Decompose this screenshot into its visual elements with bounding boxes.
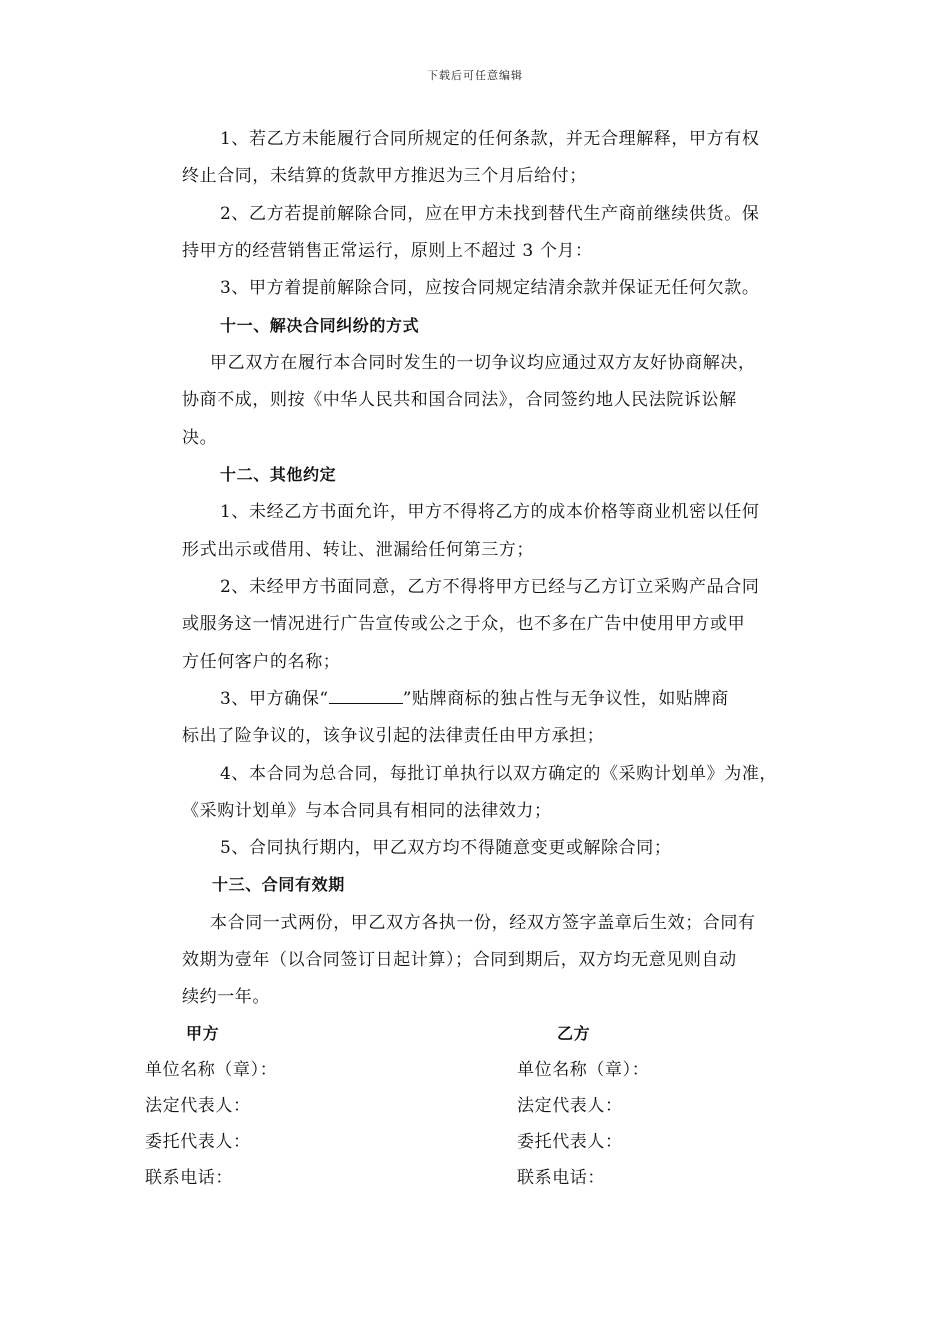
clause-10-item-1-line-2: 终止合同，未结算的货款甲方推迟为三个月后给付； <box>182 166 587 186</box>
party-b-title: 乙方 <box>557 1024 591 1043</box>
party-a-authorized-rep-field: 委托代表人： <box>145 1132 251 1152</box>
section-12-item-2-line-2: 或服务这一情况进行广告宣传或公之于众，也不多在广告中使用甲方或甲 <box>182 614 746 634</box>
clause-10-item-2-line-2: 持甲方的经营销售正常运行，原则上不超过 3 个月： <box>182 241 593 261</box>
party-b-authorized-rep-field: 委托代表人： <box>517 1132 623 1152</box>
section-12-item-2-line-3: 方任何客户的名称； <box>182 652 341 672</box>
section-12-item-4-line-1: 4、本合同为总合同，每批订单执行以双方确定的《采购计划单》为准， <box>220 764 778 784</box>
section-11-title: 十一、解决合同纠纷的方式 <box>220 316 420 335</box>
section-12-item-3-line-2: 标出了险争议的，该争议引起的法律责任由甲方承担； <box>182 726 605 746</box>
section-11-line-2: 协商不成，则按《中华人民共和国合同法》，合同签约地人民法院诉讼解 <box>182 390 737 410</box>
section-12-item-2-line-1: 2、未经甲方书面同意，乙方不得将甲方已经与乙方订立采购产品合同 <box>220 577 760 597</box>
section-12-title: 十二、其他约定 <box>220 465 337 484</box>
section-11-line-1: 甲乙双方在履行本合同时发生的一切争议均应通过双方友好协商解决， <box>210 353 756 373</box>
trademark-blank-line <box>329 689 403 704</box>
item-3-text-before-blank: 3、甲方确保“ <box>220 689 329 709</box>
clause-10-item-2-line-1: 2、乙方若提前解除合同，应在甲方未找到替代生产商前继续供货。保 <box>220 204 760 224</box>
party-b-phone-field: 联系电话： <box>517 1168 605 1188</box>
section-11-line-3: 决。 <box>182 428 218 448</box>
item-3-text-after-blank: ”贴牌商标的独占性与无争议性，如贴牌商 <box>402 689 729 709</box>
party-a-legal-rep-field: 法定代表人： <box>145 1096 251 1116</box>
section-13-line-2: 效期为壹年（以合同签订日起计算）；合同到期后，双方均无意见则自动 <box>182 950 737 970</box>
section-12-item-1-line-2: 形式出示或借用、转让、泄漏给任何第三方； <box>182 540 534 560</box>
section-13-line-3: 续约一年。 <box>182 987 270 1007</box>
party-b-company-name-field: 单位名称（章）： <box>517 1060 650 1080</box>
section-12-item-5: 5、合同执行期内，甲乙双方均不得随意变更或解除合同； <box>220 838 672 858</box>
party-a-title: 甲方 <box>186 1024 220 1043</box>
clause-10-item-1-line-1: 1、若乙方未能履行合同所规定的任何条款，并无合理解释，甲方有权 <box>220 129 760 149</box>
party-a-company-name-field: 单位名称（章）： <box>145 1060 278 1080</box>
section-12-item-3-line-1 <box>220 687 729 711</box>
page-header-note: 下载后可任意编辑 <box>427 69 523 82</box>
clause-10-item-3: 3、甲方着提前解除合同，应按合同规定结清余款并保证无任何欠款。 <box>220 278 760 298</box>
party-b-legal-rep-field: 法定代表人： <box>517 1096 623 1116</box>
section-12-item-4-line-2: 《采购计划单》与本合同具有相同的法律效力； <box>182 801 552 821</box>
section-12-item-1-line-1: 1、未经乙方书面允许，甲方不得将乙方的成本价格等商业机密以任何 <box>220 502 760 522</box>
section-13-line-1: 本合同一式两份，甲乙双方各执一份，经双方签字盖章后生效；合同有 <box>210 913 756 933</box>
party-a-phone-field: 联系电话： <box>145 1168 233 1188</box>
section-13-title: 十三、合同有效期 <box>212 875 345 894</box>
